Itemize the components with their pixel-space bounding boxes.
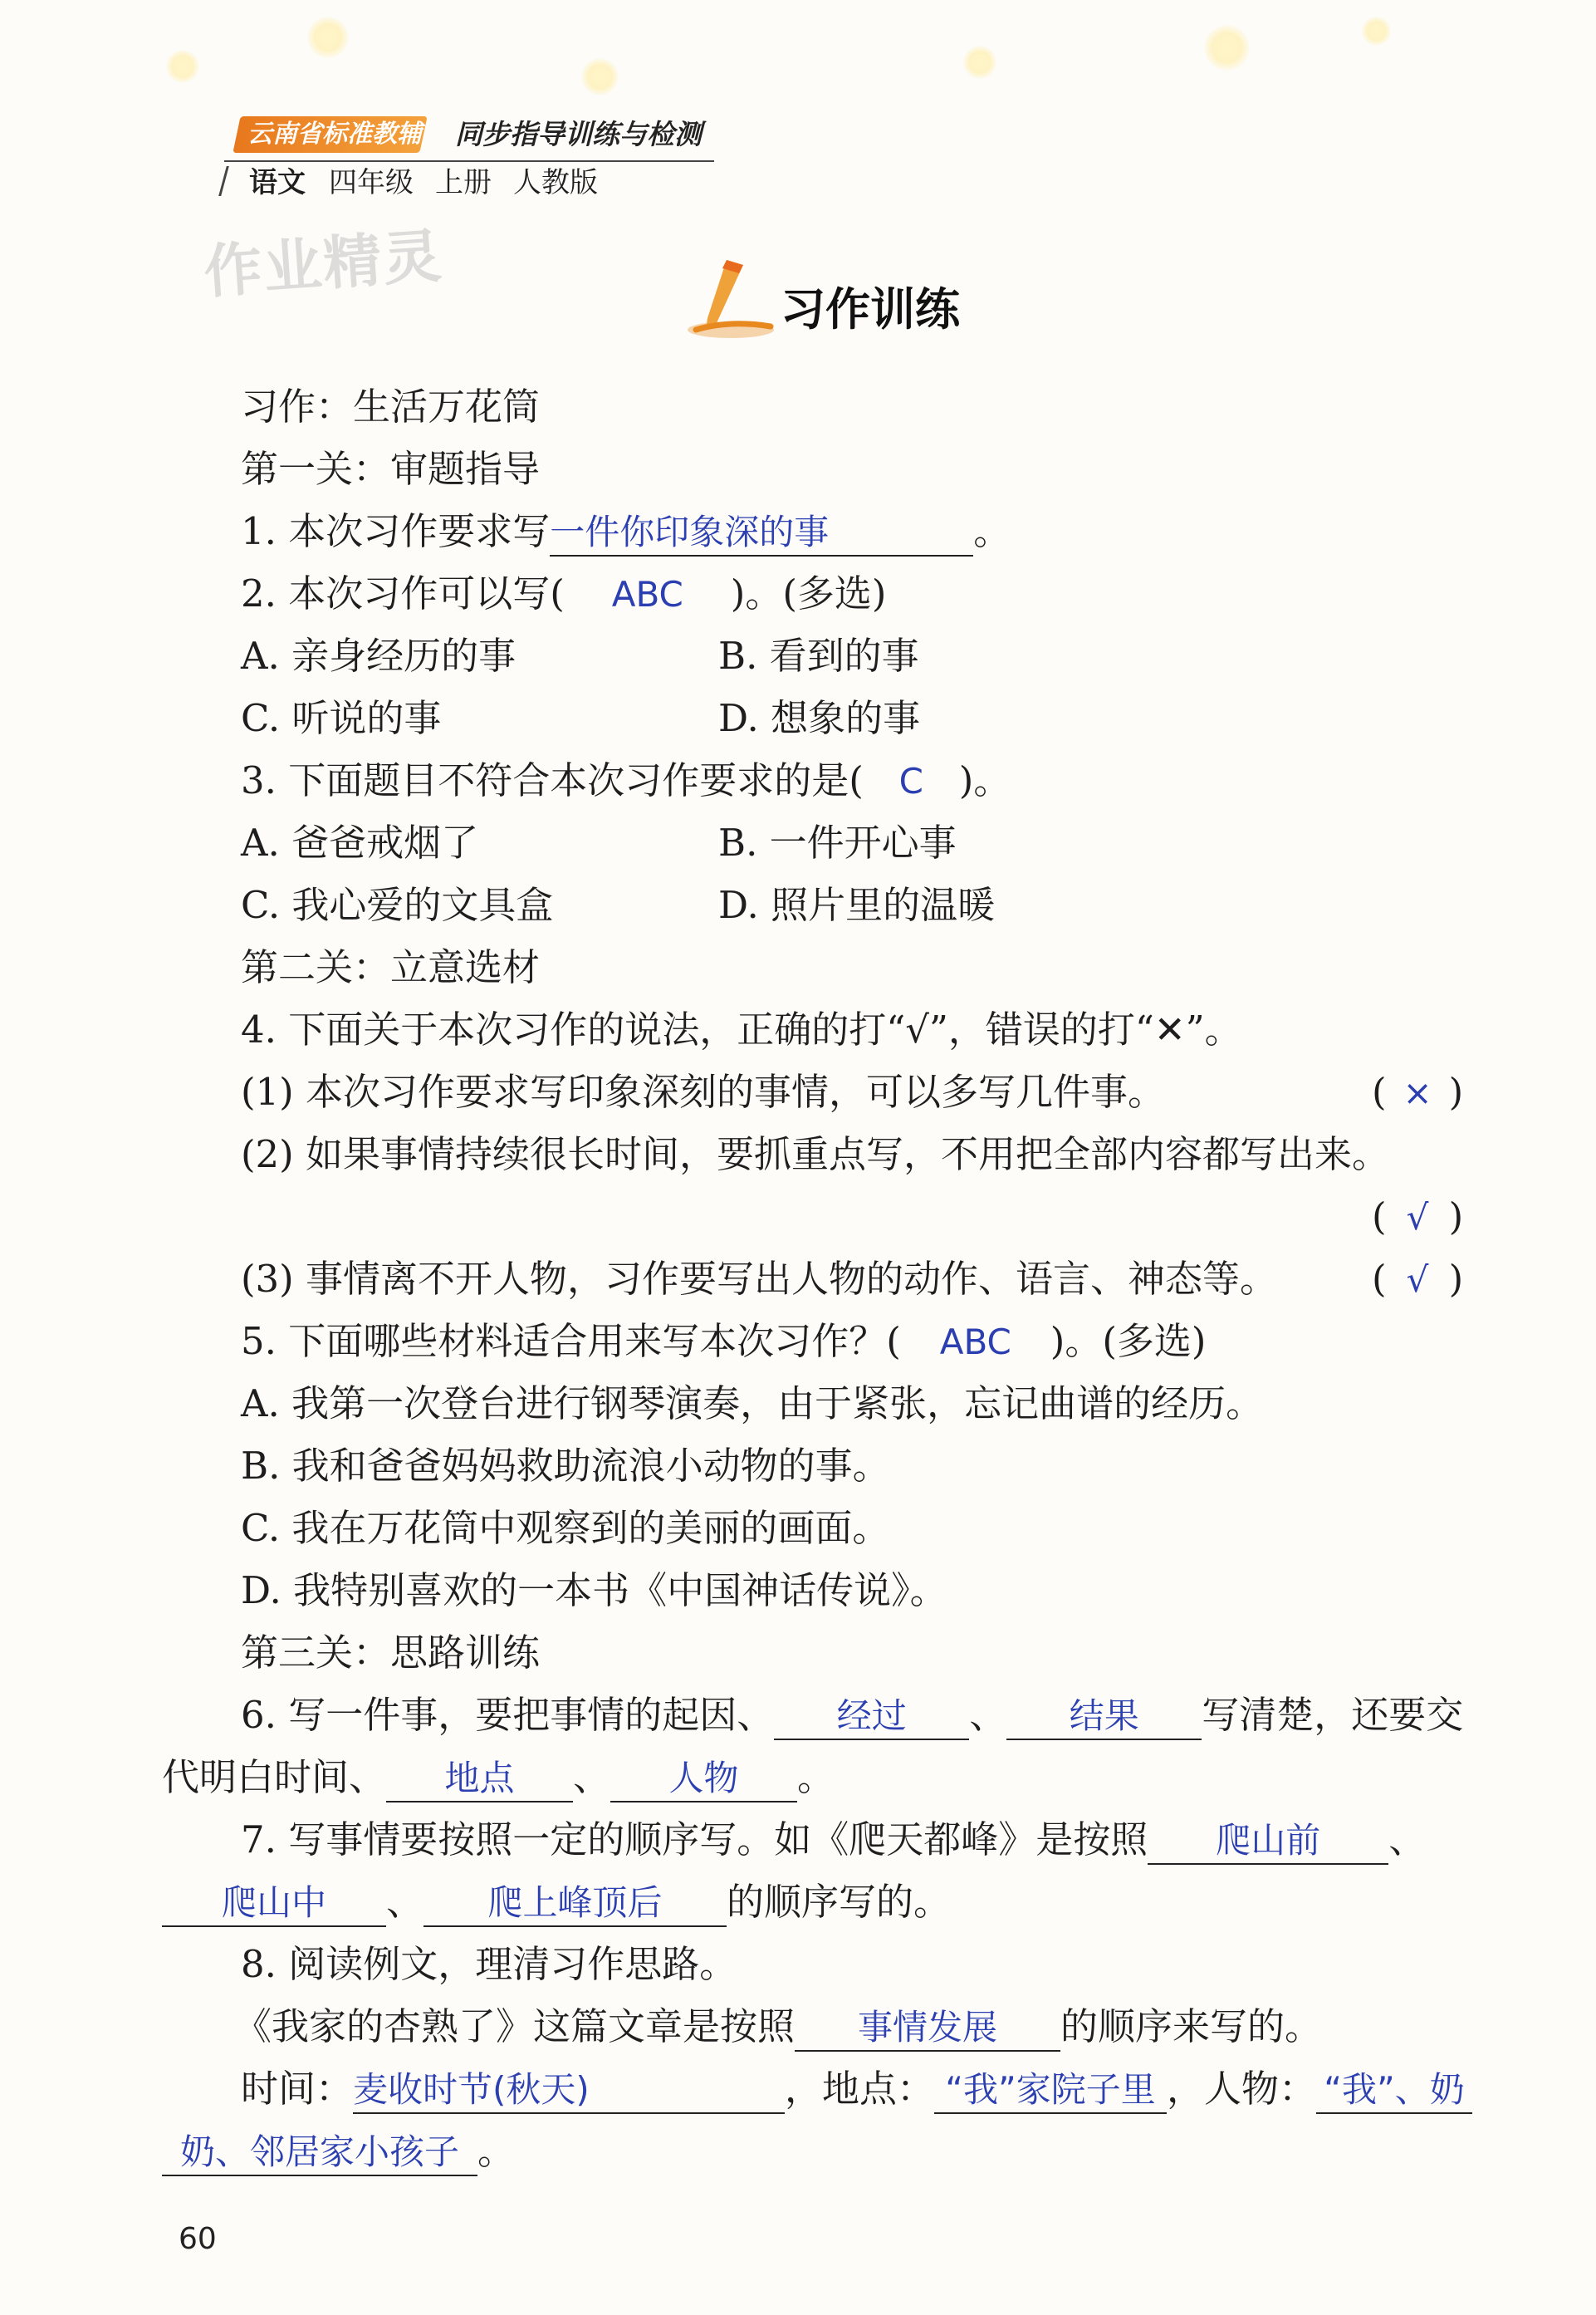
- sparkle-decoration: [581, 58, 619, 96]
- q8-order-prompt: 《我家的杏熟了》这篇文章是按照: [234, 2004, 796, 2048]
- question-8-elements: [241, 2064, 1472, 2114]
- edition: 人教版: [513, 166, 598, 199]
- sparkle-decoration: [1362, 17, 1391, 46]
- q8-people-label: ，人物：: [1167, 2067, 1317, 2111]
- q6-answer-3: 地点: [386, 1758, 573, 1802]
- q8-order-answer: 事情发展: [795, 2007, 1060, 2052]
- question-5-prompt: 5. 下面哪些材料适合用来写本次习作？(: [241, 1319, 901, 1363]
- question-2: [241, 569, 886, 620]
- question-7-end: 的顺序写的。: [727, 1880, 952, 1924]
- question-3-prompt: 3. 下面题目不符合本次习作要求的是(: [241, 758, 864, 802]
- section-title: 习作训练: [781, 283, 960, 336]
- q4-statement-3: (3) 事情离不开人物，习作要写出人物的动作、语言、神态等。: [241, 1257, 1278, 1301]
- q6b-end: 。: [797, 1755, 835, 1799]
- pen-icon: [681, 253, 776, 345]
- q3-option-b: B. 一件开心事: [718, 821, 957, 865]
- question-6b-prompt: 代明白时间、: [162, 1755, 387, 1799]
- question-1-answer: 一件你印象深的事: [550, 512, 973, 557]
- sparkle-decoration: [963, 46, 996, 79]
- header-divider: [224, 160, 714, 162]
- watermark: 作业精灵: [201, 222, 445, 307]
- question-5-end: )。(多选): [1050, 1319, 1207, 1363]
- q3-option-a: A. 爸爸戒烟了: [241, 821, 479, 865]
- q7-answer-3: 爬上峰顶后: [423, 1882, 727, 1927]
- question-6-line-2: [162, 1753, 835, 1802]
- question-1: [241, 507, 1011, 557]
- q4-answer-2: √: [1406, 1197, 1429, 1238]
- q7-answer-1: 爬山前: [1148, 1820, 1388, 1865]
- grade: 四年级: [329, 166, 414, 199]
- q6b-separator: 、: [573, 1755, 611, 1799]
- sparkle-decoration: [1204, 25, 1250, 71]
- question-3: [241, 756, 1011, 807]
- composition-topic: 习作：生活万花筒: [241, 385, 541, 429]
- q5-option-d: D. 我特别喜欢的一本书《中国神话传说》。: [241, 1568, 947, 1612]
- question-5: [241, 1317, 1206, 1367]
- q2-option-d: D. 想象的事: [718, 696, 921, 740]
- question-7-line-2: [162, 1877, 951, 1927]
- stage-2-heading: 第二关：立意选材: [241, 945, 541, 989]
- question-7-prompt: 7. 写事情要按照一定的顺序写。如《爬天都峰》是按照: [241, 1817, 1148, 1861]
- q7-answer-2: 爬山中: [162, 1882, 386, 1927]
- q6-answer-1: 经过: [774, 1695, 969, 1740]
- q5-option-a: A. 我第一次登台进行钢琴演奏，由于紧张，忘记曲谱的经历。: [241, 1381, 1264, 1425]
- question-8-elements-line-2: [162, 2126, 515, 2176]
- q2-option-a: A. 亲身经历的事: [241, 634, 516, 678]
- question-3-answer: C: [898, 761, 923, 802]
- q2-option-c: C. 听说的事: [241, 696, 442, 740]
- q6-answer-4: 人物: [610, 1758, 797, 1802]
- q8-place-label: ，地点：: [785, 2067, 935, 2111]
- question-1-end: 。: [973, 509, 1011, 553]
- question-6: [241, 1690, 1463, 1740]
- question-6-continue: 写清楚，还要交: [1202, 1693, 1464, 1737]
- volume: 上册: [435, 166, 492, 199]
- q4-judgement-2: ( √ ): [1372, 1192, 1463, 1243]
- q5-option-c: C. 我在万花筒中观察到的美丽的画面。: [241, 1506, 890, 1550]
- question-4: 4. 下面关于本次习作的说法，正确的打“√”，错误的打“✕”。: [241, 1008, 1242, 1052]
- question-3-end: )。: [958, 758, 1011, 802]
- question-5-answer: ABC: [939, 1322, 1011, 1362]
- q8-time-label: 时间：: [241, 2067, 354, 2111]
- page-number: 60: [179, 2222, 217, 2256]
- stage-1-heading: 第一关：审题指导: [241, 447, 541, 491]
- question-6-prompt: 6. 写一件事，要把事情的起因、: [241, 1693, 775, 1737]
- q6-answer-2: 结果: [1006, 1695, 1202, 1740]
- q4-judgement-1: ( × ): [1372, 1067, 1463, 1118]
- q6-separator: 、: [969, 1693, 1007, 1737]
- question-8: 8. 阅读例文，理清习作思路。: [241, 1942, 737, 1986]
- q3-option-c: C. 我心爱的文具盒: [241, 883, 554, 927]
- q4-answer-1: ×: [1403, 1072, 1432, 1113]
- q8-time-answer: 麦收时节(秋天): [353, 2069, 785, 2114]
- series-title: 同步指导训练与检测: [455, 118, 702, 150]
- q4-answer-3: √: [1406, 1259, 1429, 1300]
- book-info: [249, 163, 619, 203]
- q8-people-answer-part2: 奶、邻居家小孩子: [162, 2131, 477, 2176]
- q8-end: 。: [477, 2129, 516, 2173]
- q7-separator-2: 、: [386, 1880, 424, 1924]
- q8-people-answer-part1: “我”、奶: [1316, 2069, 1472, 2114]
- q7-separator: 、: [1388, 1817, 1427, 1861]
- stage-3-heading: 第三关：思路训练: [241, 1631, 541, 1675]
- q8-order-end: 的顺序来写的。: [1060, 2004, 1323, 2048]
- subject: 语文: [249, 166, 306, 199]
- brand-name: 云南省标准教辅: [247, 120, 422, 149]
- q4-statement-1: (1) 本次习作要求写印象深刻的事情，可以多写几件事。: [241, 1070, 1166, 1114]
- question-2-prompt: 2. 本次习作可以写(: [241, 571, 565, 616]
- question-1-prompt: 1. 本次习作要求写: [241, 509, 551, 553]
- sparkle-decoration: [166, 50, 199, 83]
- question-7: [241, 1815, 1426, 1865]
- question-2-answer: ABC: [611, 574, 683, 615]
- question-2-end: )。(多选): [730, 571, 887, 616]
- q8-place-answer: “我”家院子里: [934, 2069, 1167, 2114]
- q4-judgement-3: ( √ ): [1372, 1254, 1463, 1305]
- q3-option-d: D. 照片里的温暖: [718, 883, 996, 927]
- q5-option-b: B. 我和爸爸妈妈救助流浪小动物的事。: [241, 1444, 890, 1488]
- q2-option-b: B. 看到的事: [718, 634, 919, 678]
- sparkle-decoration: [307, 17, 349, 58]
- question-8-order: [234, 2002, 1322, 2052]
- header-slash: [218, 166, 229, 196]
- q4-statement-2: (2) 如果事情持续很长时间，要抓重点写，不用把全部内容都写出来。: [241, 1132, 1390, 1176]
